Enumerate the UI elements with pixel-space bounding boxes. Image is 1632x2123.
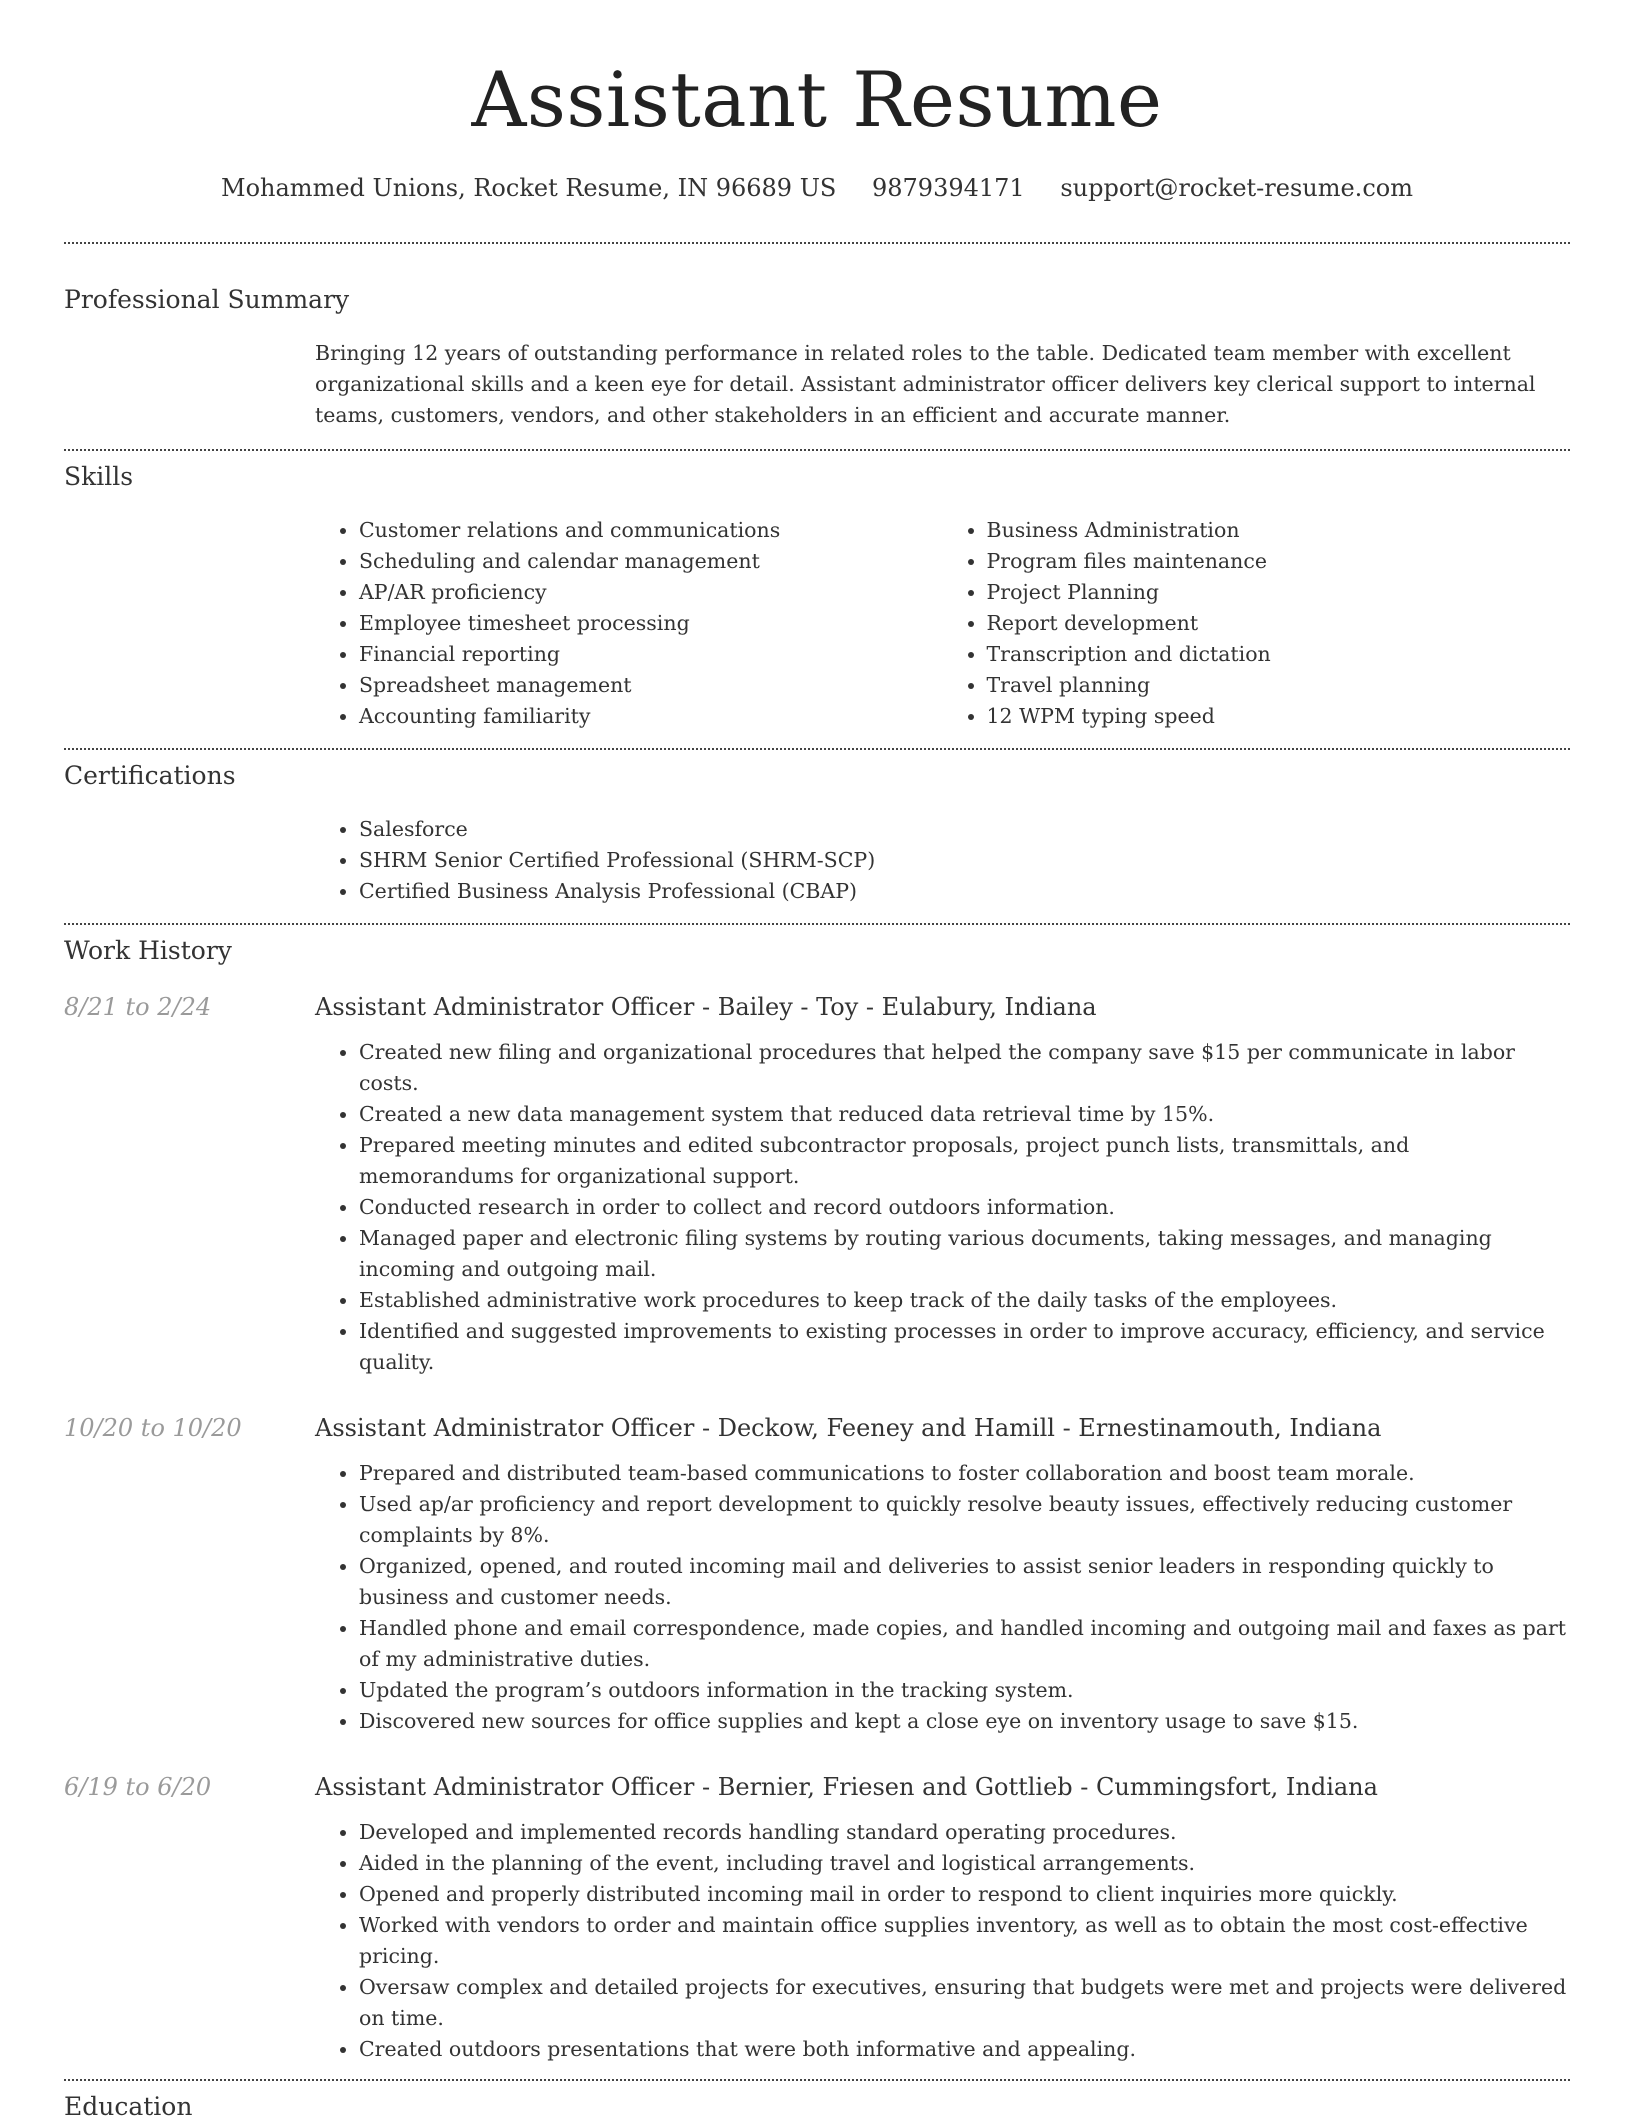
divider [64, 449, 1570, 451]
list-item: • Worked with vendors to order and maintain office supplies inventory, as well as to obtain the most cost-effective pricing. [359, 1910, 1570, 1972]
list-item: • Program files maintenance [987, 546, 1571, 577]
divider [64, 242, 1570, 244]
job-bullets [315, 1037, 1570, 1378]
list-item: • Report development [987, 608, 1571, 639]
contact-phone: 9879394171 [872, 174, 1025, 202]
contact-line [64, 172, 1570, 204]
job-header [64, 991, 1570, 1023]
skills-columns [315, 515, 1570, 732]
list-item: • Certified Business Analysis Professional (CBAP) [359, 876, 1570, 907]
list-item: • Used ap/ar proficiency and report development to quickly resolve beauty issues, effectively reducing customer complaints by 8%. [359, 1489, 1570, 1551]
job-entry [64, 991, 1570, 1378]
section-title-skills: Skills [64, 462, 134, 491]
list-item: • Opened and properly distributed incoming mail in order to respond to client inquiries more quickly. [359, 1879, 1570, 1910]
list-item: • Employee timesheet processing [359, 608, 943, 639]
list-item: • Travel planning [987, 670, 1571, 701]
list-item: • Transcription and dictation [987, 639, 1571, 670]
section-title-work-history: Work History [64, 936, 232, 965]
list-item: • Prepared and distributed team-based communications to foster collaboration and boost team morale. [359, 1458, 1570, 1489]
list-item: • Aided in the planning of the event, including travel and logistical arrangements. [359, 1848, 1570, 1879]
job-header [64, 1412, 1570, 1444]
summary-text: Bringing 12 years of outstanding performance in related roles to the table. Dedicated team member with excellent organizational skills and a keen eye for detail. Assistant administrator officer delivers key clerical support to internal teams, customers, vendors, and other stakeholders in an efficient and accurate manner. [315, 341, 1536, 427]
list-item: • Created outdoors presentations that were both informative and appealing. [359, 2034, 1570, 2065]
job-bullets [315, 1817, 1570, 2065]
section-title-education: Education [64, 2092, 193, 2121]
list-item: • Oversaw complex and detailed projects for executives, ensuring that budgets were met and projects were delivered on time. [359, 1972, 1570, 2034]
skills-list-left [315, 515, 943, 732]
list-item: • Identified and suggested improvements to existing processes in order to improve accuracy, efficiency, and service quality. [359, 1316, 1570, 1378]
job-bullets [315, 1458, 1570, 1737]
certifications-list [315, 814, 1570, 907]
job-dates: 8/21 to 2/24 [64, 993, 212, 1021]
divider [64, 923, 1570, 925]
job-header [64, 1771, 1570, 1803]
list-item: • Salesforce [359, 814, 1570, 845]
section-title-summary: Professional Summary [64, 285, 350, 314]
contact-address: Mohammed Unions, Rocket Resume, IN 96689 US [221, 174, 837, 202]
list-item: • Discovered new sources for office supplies and kept a close eye on inventory usage to save $15. [359, 1706, 1570, 1737]
list-item: • 12 WPM typing speed [987, 701, 1571, 732]
list-item: • Organized, opened, and routed incoming mail and deliveries to assist senior leaders in responding quickly to business and customer needs. [359, 1551, 1570, 1613]
list-item: • Created new filing and organizational procedures that helped the company save $15 per communicate in labor costs. [359, 1037, 1570, 1099]
resume-page [64, 0, 1570, 2123]
list-item: • Financial reporting [359, 639, 943, 670]
list-item: • Scheduling and calendar management [359, 546, 943, 577]
certifications-block [315, 814, 1570, 907]
list-item: • Established administrative work procedures to keep track of the daily tasks of the employees. [359, 1285, 1570, 1316]
list-item: • SHRM Senior Certified Professional (SHRM-SCP) [359, 845, 1570, 876]
list-item: • Handled phone and email correspondence, made copies, and handled incoming and outgoing mail and faxes as part of my administrative duties. [359, 1613, 1570, 1675]
list-item: • AP/AR proficiency [359, 577, 943, 608]
list-item: • Spreadsheet management [359, 670, 943, 701]
contact-email: support@rocket-resume.com [1060, 174, 1413, 202]
list-item: • Created a new data management system that reduced data retrieval time by 15%. [359, 1099, 1570, 1130]
job-entry [64, 1412, 1570, 1737]
section-title-certifications: Certifications [64, 761, 236, 790]
list-item: • Project Planning [987, 577, 1571, 608]
list-item: • Business Administration [987, 515, 1571, 546]
job-entry [64, 1771, 1570, 2065]
job-title: Assistant Administrator Officer - Bernier, Friesen and Gottlieb - Cummingsfort, Indiana [315, 1773, 1378, 1801]
list-item: • Conducted research in order to collect and record outdoors information. [359, 1192, 1570, 1223]
job-dates: 10/20 to 10/20 [64, 1414, 242, 1442]
job-title: Assistant Administrator Officer - Bailey - Toy - Eulabury, Indiana [315, 993, 1097, 1021]
list-item: • Accounting familiarity [359, 701, 943, 732]
list-item: • Customer relations and communications [359, 515, 943, 546]
list-item: • Updated the program’s outdoors information in the tracking system. [359, 1675, 1570, 1706]
job-title: Assistant Administrator Officer - Deckow, Feeney and Hamill - Ernestinamouth, Indiana [315, 1414, 1382, 1442]
list-item: • Managed paper and electronic filing systems by routing various documents, taking messages, and managing incoming and outgoing mail. [359, 1223, 1570, 1285]
skills-list-right [943, 515, 1571, 732]
resume-title: Assistant Resume [471, 55, 1163, 144]
job-dates: 6/19 to 6/20 [64, 1773, 212, 1801]
list-item: • Developed and implemented records handling standard operating procedures. [359, 1817, 1570, 1848]
list-item: • Prepared meeting minutes and edited subcontractor proposals, project punch lists, transmittals, and memorandums for organizational support. [359, 1130, 1570, 1192]
divider [64, 748, 1570, 750]
divider [64, 2079, 1570, 2081]
